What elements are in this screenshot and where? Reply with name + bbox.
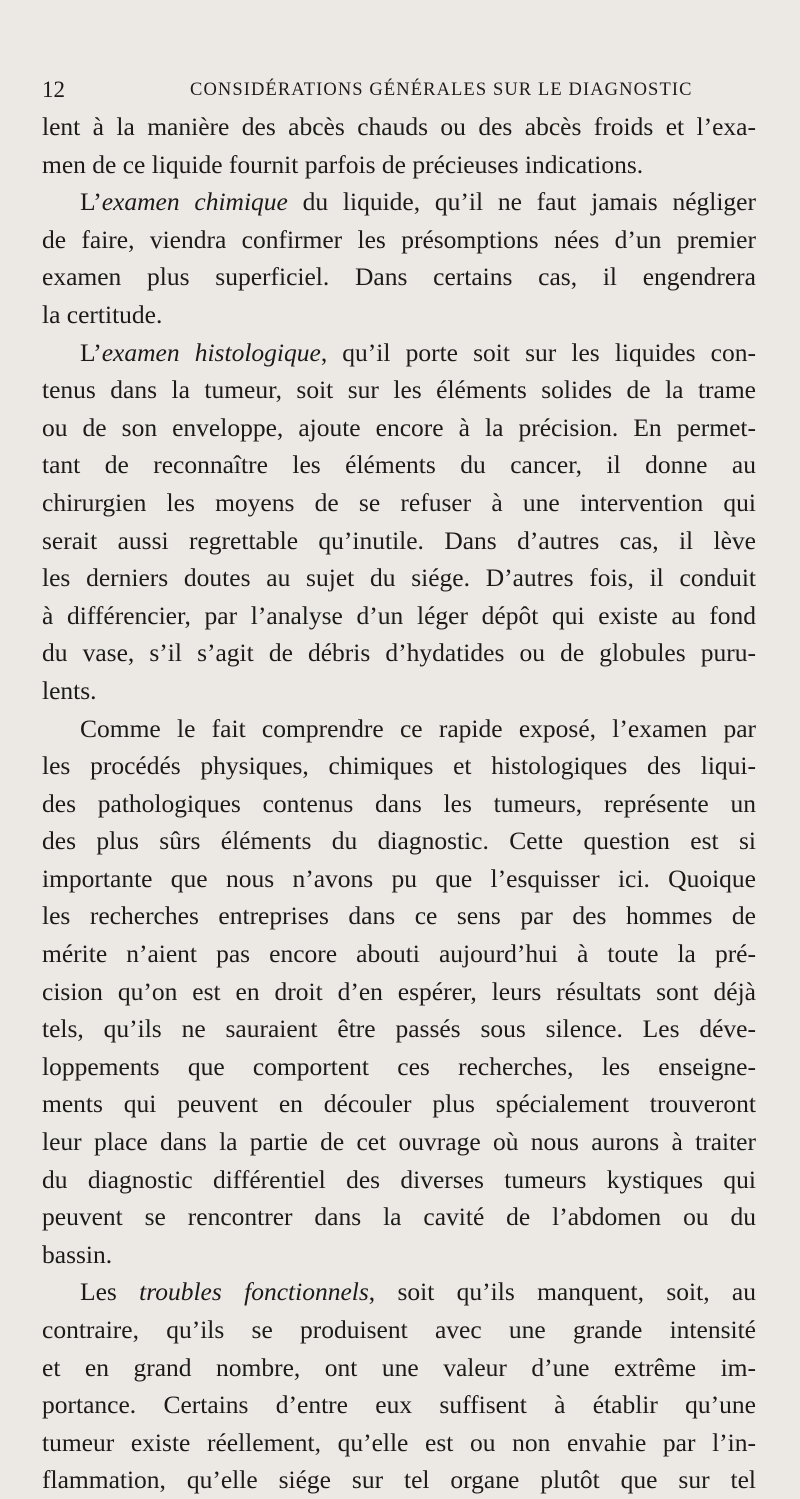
text-line: Comme le fait comprendre ce rapide exposé, l’examen par xyxy=(80,713,756,743)
text-line: des pathologiques contenus dans les tumeurs, représente un xyxy=(42,788,756,818)
text-line: lents. xyxy=(42,675,97,705)
paragraph-4 xyxy=(42,710,756,1274)
paragraph-5 xyxy=(42,1273,756,1499)
text-line: tenus dans la tumeur, soit sur les éléments solides de la trame xyxy=(42,375,756,405)
paragraph-2 xyxy=(42,183,756,333)
text-line: les procédés physiques, chimiques et histologiques des liqui- xyxy=(42,751,756,781)
text-line: bassin. xyxy=(42,1239,113,1269)
text-line: tant de reconnaître les éléments du cancer, il donne au xyxy=(42,450,756,480)
text-line: du diagnostic différentiel des diverses tumeurs kystiques qui xyxy=(42,1164,756,1194)
line-rest: , qu’il porte soit sur les liquides con- xyxy=(320,337,756,367)
italic-term: examen chimique xyxy=(101,187,288,217)
text-line: leur place dans la partie de cet ouvrage où nous aurons à traiter xyxy=(42,1127,756,1157)
text-line: du vase, s’il s’agit de débris d’hydatides ou de globules puru- xyxy=(42,638,756,668)
line-rest: du liquide, qu’il ne faut jamais négliger xyxy=(287,187,756,217)
italic-term: examen histologique xyxy=(101,337,321,367)
body-text xyxy=(42,108,756,1499)
text-line: les recherches entreprises dans ce sens par des hommes de xyxy=(42,901,756,931)
lead-text: L’ xyxy=(80,187,102,217)
paragraph-1 xyxy=(42,108,756,183)
text-line: lent à la manière des abcès chauds ou des abcès froids et l’exa- xyxy=(42,112,756,141)
page-number: 12 xyxy=(42,77,65,102)
text-line: mérite n’aient pas encore abouti aujourd’hui à toute la pré- xyxy=(42,939,756,969)
text-line: des plus sûrs éléments du diagnostic. Cette question est si xyxy=(42,826,756,856)
text-line: cision qu’on est en droit d’en espérer, leurs résultats sont déjà xyxy=(42,976,756,1006)
italic-term: troubles fonctionnels xyxy=(139,1277,369,1307)
text-line: loppements que comportent ces recherches, les enseigne- xyxy=(42,1051,756,1081)
text-line xyxy=(42,183,756,221)
text-line: à différencier, par l’analyse d’un léger dépôt qui existe au fond xyxy=(42,600,756,630)
text-line: tels, qu’ils ne sauraient être passés sous silence. Les déve- xyxy=(42,1014,756,1044)
text-line: tumeur existe réellement, qu’elle est ou non envahie par l’in- xyxy=(42,1427,756,1457)
text-line: men de ce liquide fournit parfois de précieuses indications. xyxy=(42,149,644,179)
line-rest: , soit qu’ils manquent, soit, au xyxy=(368,1277,756,1307)
lead-text: Les xyxy=(80,1277,140,1307)
text-line: portance. Certains d’entre eux suffisent à établir qu’une xyxy=(42,1390,756,1420)
text-line xyxy=(42,1273,756,1311)
text-line: serait aussi regrettable qu’inutile. Dans d’autres cas, il lève xyxy=(42,525,756,555)
text-line: ments qui peuvent en découler plus spécialement trouveront xyxy=(42,1089,756,1119)
text-line: de faire, viendra confirmer les présomptions nées d’un premier xyxy=(42,224,756,254)
lead-text: L’ xyxy=(80,337,102,367)
text-line: importante que nous n’avons pu que l’esquisser ici. Quoique xyxy=(42,863,756,893)
text-line: flammation, qu’elle siége sur tel organe plutôt que sur tel xyxy=(42,1465,756,1495)
text-line: et en grand nombre, ont une valeur d’une extrême im- xyxy=(42,1352,756,1382)
text-line: la certitude. xyxy=(42,299,163,329)
paragraph-3 xyxy=(42,334,756,710)
text-line: examen plus superficiel. Dans certains cas, il engendrera xyxy=(42,262,756,292)
running-head xyxy=(42,0,756,100)
text-line xyxy=(42,334,756,372)
text-line: chirurgien les moyens de se refuser à une intervention qui xyxy=(42,487,756,517)
text-line: ou de son enveloppe, ajoute encore à la précision. En permet- xyxy=(42,412,756,442)
text-line: les derniers doutes au sujet du siége. D’autres fois, il conduit xyxy=(42,563,756,593)
text-line: peuvent se rencontrer dans la cavité de l’abdomen ou du xyxy=(42,1202,756,1232)
text-line: contraire, qu’ils se produisent avec une grande intensité xyxy=(42,1315,756,1344)
running-title: CONSIDÉRATIONS GÉNÉRALES SUR LE DIAGNOSTIC xyxy=(190,80,693,100)
